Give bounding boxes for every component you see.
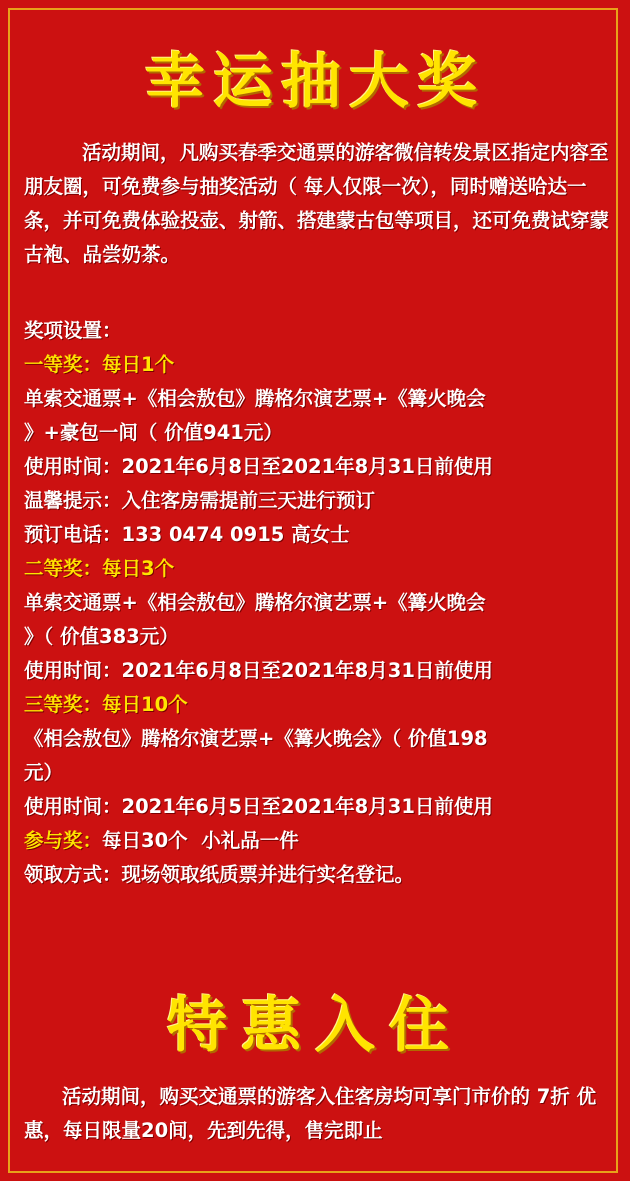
second-prize-heading: 二等奖：每日3个	[24, 557, 175, 580]
claim-method: 领取方式：现场领取纸质票并进行实名登记。	[24, 863, 415, 886]
first-prize-tip: 温馨提示：入住客房需提前三天进行预订	[24, 489, 376, 512]
third-prize-usage: 使用时间：2021年6月5日至2021年8月31日前使用	[24, 795, 493, 818]
first-prize-content-1: 单索交通票+《相会敖包》腾格尔演艺票+《篝火晚会	[24, 387, 486, 410]
third-prize-content-1: 《相会敖包》腾格尔演艺票+《篝火晚会》（ 价值198	[24, 727, 488, 750]
second-prize-content-1: 单索交通票+《相会敖包》腾格尔演艺票+《篝火晚会	[24, 591, 486, 614]
third-prize-content-2: 元）	[24, 761, 64, 784]
third-prize-heading: 三等奖：每日10个	[24, 693, 188, 716]
second-prize-usage: 使用时间：2021年6月8日至2021年8月31日前使用	[24, 659, 493, 682]
second-prize-content-2: 》（ 价值383元）	[24, 625, 179, 648]
first-prize-phone: 预订电话：133 0474 0915 高女士	[24, 523, 350, 546]
lodging-text: 活动期间，购买交通票的游客入住客房均可享门市价的 7折 优惠，每日限量20间，先到先得，售完即止	[24, 1085, 597, 1142]
participation-text: 每日30个 小礼品一件	[102, 829, 299, 852]
lottery-title: 幸运抽大奖	[145, 47, 485, 117]
prize-list	[24, 314, 609, 892]
lodging-title: 特惠入住	[167, 991, 463, 1061]
prize-setup-label: 奖项设置：	[24, 319, 122, 342]
participation-prize	[24, 824, 609, 858]
participation-label: 参与奖：	[24, 829, 103, 852]
first-prize-usage: 使用时间：2021年6月8日至2021年8月31日前使用	[24, 455, 493, 478]
lottery-intro: 活动期间，凡购买春季交通票的游客微信转发景区指定内容至朋友圈，可免费参与抽奖活动（ 每人仅限一次），同时赠送哈达一条，并可免费体验投壶、射箭、搭建蒙古包等项目，还可免费试穿蒙古袍、品尝奶茶。	[24, 141, 610, 266]
first-prize-heading: 一等奖：每日1个	[24, 353, 175, 376]
first-prize-content-2: 》+豪包一间（ 价值941元）	[24, 421, 283, 444]
